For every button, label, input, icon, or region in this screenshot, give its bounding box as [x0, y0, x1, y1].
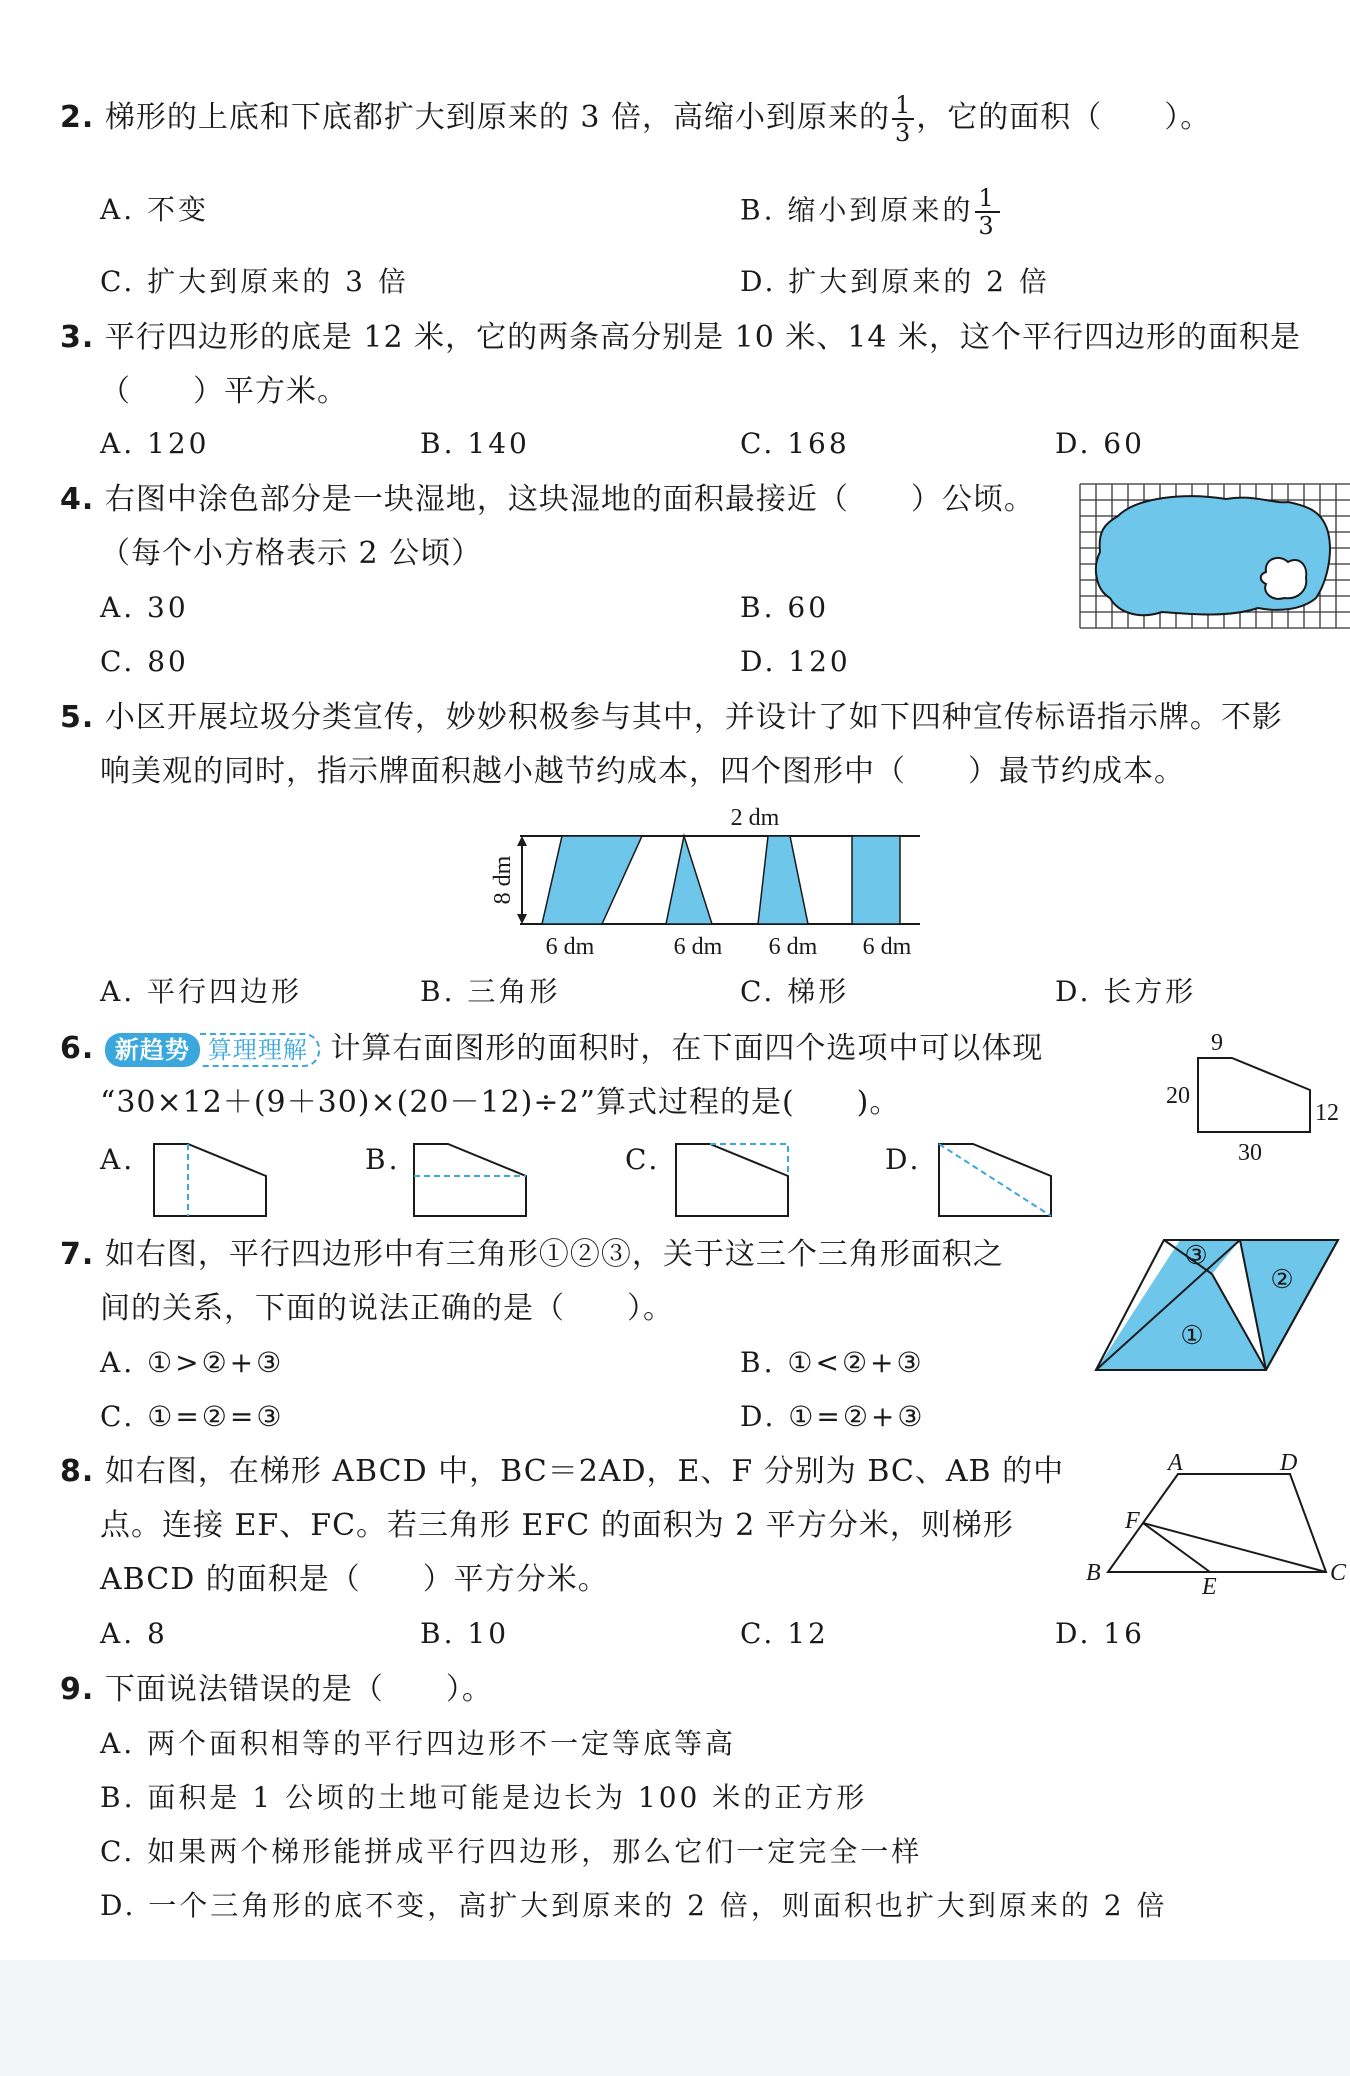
q5-option-a[interactable]: A. 平行四边形: [100, 975, 303, 1008]
q3-option-c[interactable]: C. 168: [740, 427, 850, 460]
q3-number: 3.: [60, 320, 95, 355]
q7-option-d[interactable]: D. ①=②+③: [740, 1400, 926, 1433]
q3-option-b[interactable]: B. 140: [420, 427, 530, 460]
q8-option-d[interactable]: D. 16: [1055, 1617, 1145, 1650]
q6-stem-line1: 6. 新趋势 算理理解 计算右面图形的面积时，在下面四个选项中可以体现: [60, 1031, 1044, 1066]
wetland-grid-figure: [1078, 480, 1350, 638]
vertex-d-label: D: [1280, 1450, 1298, 1476]
rectangle-sign: [852, 836, 900, 924]
q4-option-c[interactable]: C. 80: [100, 645, 189, 678]
q2-fraction: $\frac{1}{3}$: [892, 92, 914, 146]
q4-stem-line1: 4. 右图中涂色部分是一块湿地，这块湿地的面积最接近（ ）公顷。: [60, 482, 1035, 517]
trend-badge: 新趋势 算理理解: [105, 1033, 320, 1067]
q7-stem-line1: 7. 如右图，平行四边形中有三角形①②③，关于这三个三角形面积之: [60, 1237, 1004, 1272]
q6-option-c-label[interactable]: C.: [625, 1143, 661, 1176]
q6-option-d-figure[interactable]: [935, 1138, 1055, 1220]
q6-number: 6.: [60, 1031, 95, 1066]
q4-option-d[interactable]: D. 120: [740, 645, 851, 678]
q6-option-c-figure[interactable]: [672, 1138, 792, 1220]
q4-number: 4.: [60, 482, 95, 517]
triangle-2-label: ②: [1270, 1265, 1294, 1294]
q5-option-b[interactable]: B. 三角形: [420, 975, 561, 1008]
q9-option-b[interactable]: B. 面积是 1 公顷的土地可能是边长为 100 米的正方形: [100, 1781, 868, 1814]
bottom-label-3: 6 dm: [768, 934, 818, 960]
signboard-shapes-figure: [480, 800, 960, 965]
q9-option-c[interactable]: C. 如果两个梯形能拼成平行四边形，那么它们一定完全一样: [100, 1835, 923, 1868]
q6-option-d-label[interactable]: D.: [885, 1143, 922, 1176]
trapezoid-sign: [758, 836, 808, 924]
vertex-b-label: B: [1086, 1560, 1101, 1586]
point-e-label: E: [1202, 1574, 1217, 1598]
q8-option-a[interactable]: A. 8: [100, 1617, 168, 1650]
q9-number: 9.: [60, 1672, 95, 1707]
q6-option-a-figure[interactable]: [150, 1138, 270, 1220]
q6-label-bottom: 30: [1238, 1140, 1262, 1166]
q9-stem: 9. 下面说法错误的是（ ）。: [60, 1672, 493, 1707]
q7-stem-line2: 间的关系，下面的说法正确的是（ ）。: [100, 1291, 674, 1326]
q3-stem-line1: 3. 平行四边形的底是 12 米，它的两条高分别是 10 米、14 米，这个平行四边形的面积是: [60, 320, 1302, 355]
q5-stem-line2: 响美观的同时，指示牌面积越小越节约成本，四个图形中（ ）最节约成本。: [100, 754, 1185, 789]
q5-number: 5.: [60, 700, 95, 735]
q6-option-b-figure[interactable]: [410, 1138, 530, 1220]
q3-option-d[interactable]: D. 60: [1055, 427, 1145, 460]
parallelogram-triangles-figure: [1092, 1234, 1342, 1374]
q6-reference-figure: [1150, 1020, 1350, 1170]
q8-number: 8.: [60, 1454, 95, 1489]
q7-option-a[interactable]: A. ①>②+③: [100, 1346, 285, 1379]
q4-stem-line2: （每个小方格表示 2 公顷）: [100, 536, 483, 571]
q5-option-d[interactable]: D. 长方形: [1055, 975, 1197, 1008]
height-dimension-label: 8 dm: [490, 855, 516, 905]
q3-option-a[interactable]: A. 120: [100, 427, 210, 460]
q2-option-c[interactable]: C. 扩大到原来的 3 倍: [100, 265, 409, 298]
page-bottom-margin: [0, 1960, 1350, 2076]
q3-stem-line2: （ ）平方米。: [100, 374, 348, 409]
q4-option-b[interactable]: B. 60: [740, 591, 830, 624]
parallelogram-sign: [542, 836, 642, 924]
q6-stem-line2: “30×12＋(9＋30)×(20－12)÷2”算式过程的是( )。: [100, 1085, 901, 1120]
q6-label-top: 9: [1211, 1030, 1223, 1056]
q4-option-a[interactable]: A. 30: [100, 591, 189, 624]
q6-option-b-label[interactable]: B.: [365, 1143, 401, 1176]
q7-option-c[interactable]: C. ①=②=③: [100, 1400, 285, 1433]
trapezoid-abcd-figure: [1080, 1448, 1350, 1598]
q5-stem-line1: 5. 小区开展垃圾分类宣传，妙妙积极参与其中，并设计了如下四种宣传标语指示牌。不影: [60, 700, 1283, 735]
vertex-c-label: C: [1330, 1560, 1347, 1586]
q8-stem-line1: 8. 如右图，在梯形 ABCD 中，BC＝2AD，E、F 分别为 BC、AB 的中: [60, 1454, 1065, 1489]
q2-number: 2.: [60, 100, 95, 135]
q2-stem: 2. 梯形的上底和下底都扩大到原来的 3 倍，高缩小到原来的 $\frac{1}{3}$ ，它的面积（ ）。: [60, 91, 1212, 147]
bottom-label-4: 6 dm: [862, 934, 912, 960]
q6-label-left: 20: [1166, 1083, 1190, 1109]
bottom-label-2: 6 dm: [673, 934, 723, 960]
q8-stem-line2: 点。连接 EF、FC。若三角形 EFC 的面积为 2 平方分米，则梯形: [100, 1508, 1014, 1543]
q8-option-b[interactable]: B. 10: [420, 1617, 510, 1650]
point-f-label: F: [1125, 1508, 1140, 1534]
q6-option-a-label[interactable]: A.: [100, 1143, 136, 1176]
triangle-1-label: ①: [1180, 1321, 1204, 1350]
q2-option-a[interactable]: A. 不变: [100, 193, 210, 226]
q5-option-c[interactable]: C. 梯形: [740, 975, 850, 1008]
vertex-a-label: A: [1168, 1450, 1183, 1476]
q6-label-right: 12: [1315, 1100, 1339, 1126]
q2-option-d[interactable]: D. 扩大到原来的 2 倍: [740, 265, 1050, 298]
top-dimension-label: 2 dm: [730, 805, 780, 831]
q9-option-a[interactable]: A. 两个面积相等的平行四边形不一定等底等高: [100, 1727, 737, 1760]
bottom-label-1: 6 dm: [545, 934, 595, 960]
q2-option-b[interactable]: B. 缩小到原来的 $\frac{1}{3}$: [740, 185, 1002, 239]
wetland-island: [1261, 558, 1307, 599]
q2-option-b-fraction: $\frac{1}{3}$: [975, 185, 999, 239]
q7-number: 7.: [60, 1237, 95, 1272]
q7-option-b[interactable]: B. ①<②+③: [740, 1346, 925, 1379]
triangle-sign: [666, 836, 712, 924]
q9-option-d[interactable]: D. 一个三角形的底不变，高扩大到原来的 2 倍，则面积也扩大到原来的 2 倍: [100, 1889, 1168, 1922]
q8-option-c[interactable]: C. 12: [740, 1617, 829, 1650]
q8-stem-line3: ABCD 的面积是（ ）平方分米。: [100, 1562, 609, 1597]
triangle-3-label: ③: [1184, 1241, 1208, 1270]
